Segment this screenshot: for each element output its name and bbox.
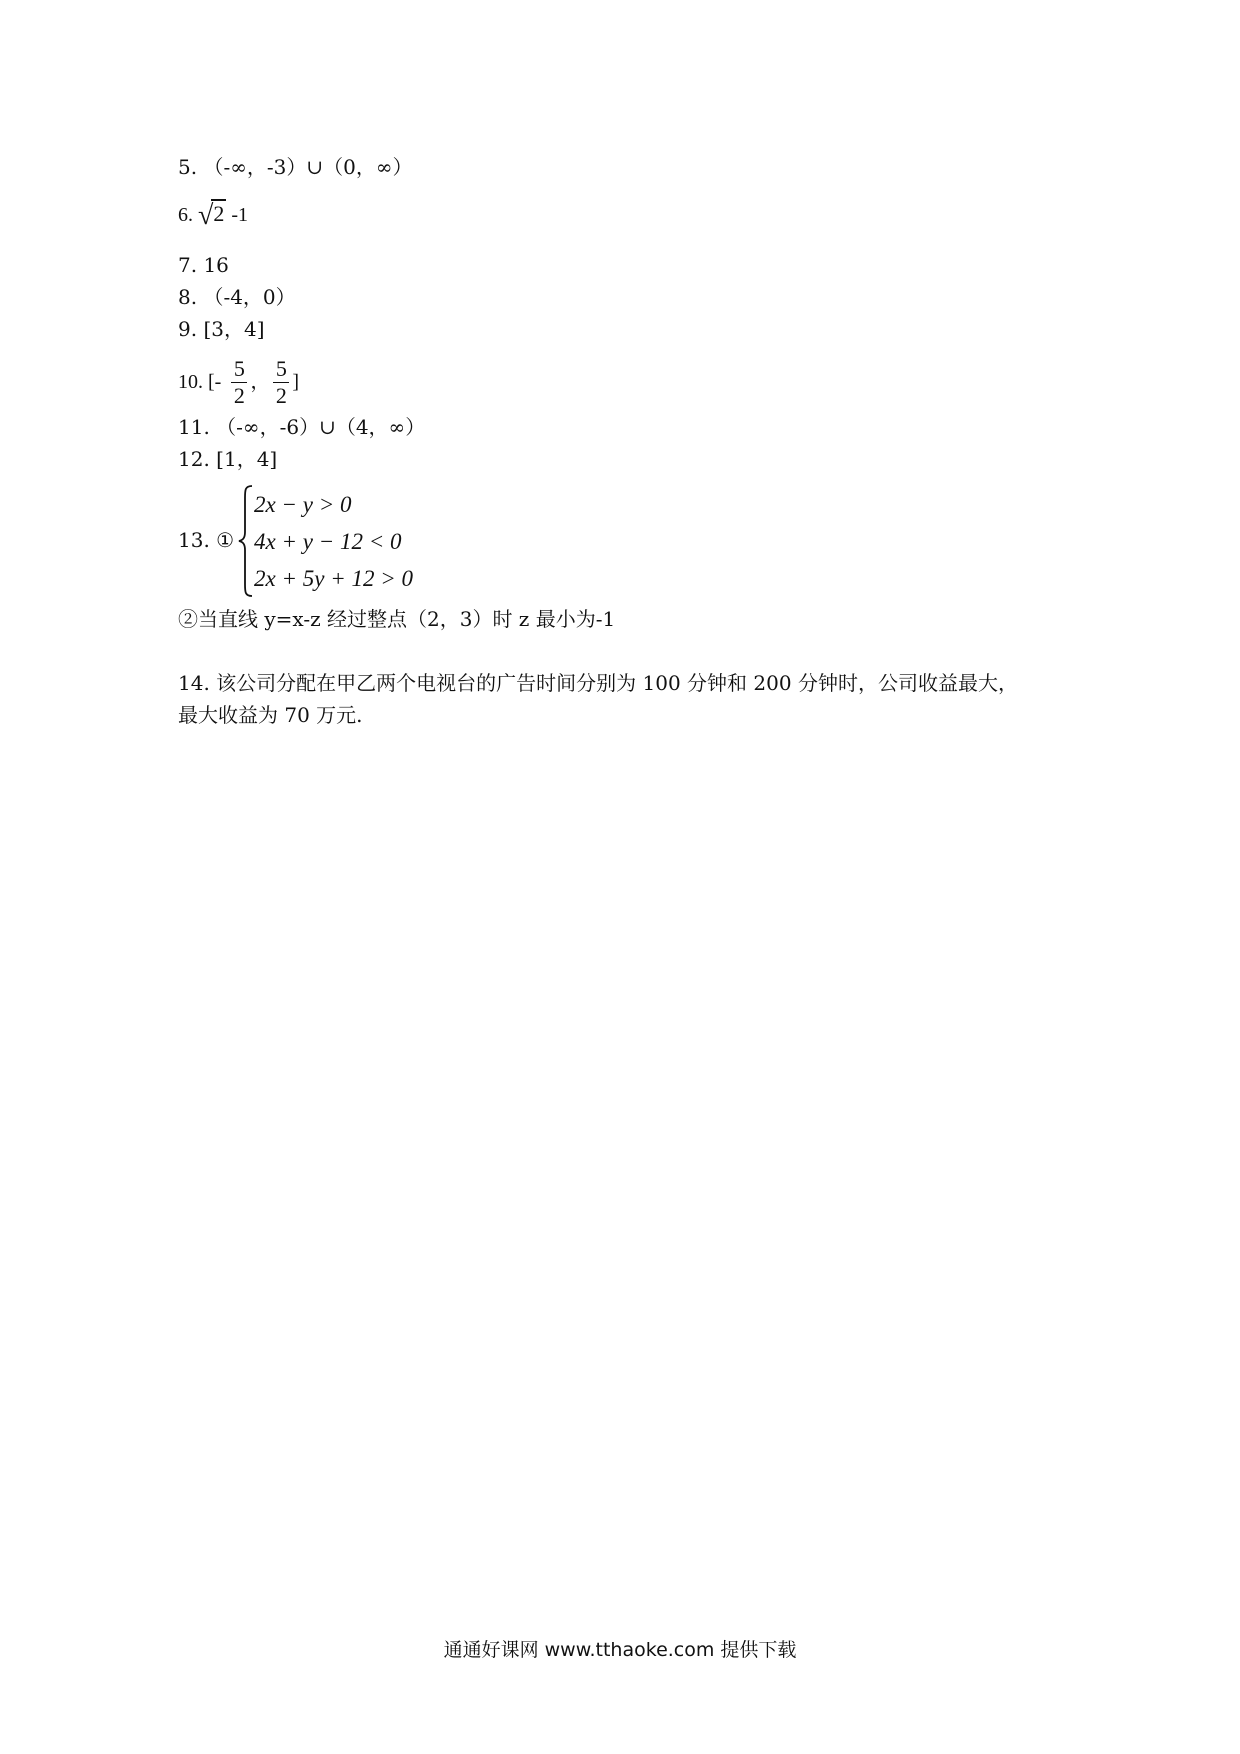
fraction-1 (231, 356, 247, 409)
sqrt-expression (198, 200, 226, 231)
answer-10-label: 10. [- (178, 371, 222, 393)
sqrt-radicand: 2 (213, 201, 225, 226)
answer-6-label: 6. (178, 204, 193, 226)
answer-14-line-1: 14. 该公司分配在甲乙两个电视台的广告时间分别为 100 分钟和 200 分钟时，公司收益最大， (178, 671, 1018, 695)
answer-12: 12. [1，4] (178, 447, 278, 471)
answer-8: 8. （-4，0） (178, 285, 296, 309)
left-brace (236, 484, 256, 598)
fraction-2-denominator: 2 (275, 382, 287, 408)
fraction-1-denominator: 2 (233, 382, 245, 408)
fraction-1-numerator: 5 (233, 355, 245, 381)
fraction-2 (273, 356, 289, 409)
radical-sign: √ (198, 200, 214, 231)
inequality-list (254, 486, 413, 597)
footer-credit: 通通好课网 www.tthaoke.com 提供下载 (443, 1639, 797, 1661)
answer-13-label: 13. ① (178, 528, 235, 552)
inequality-1: 2x − y > 0 (254, 492, 352, 517)
answer-13-part-2: ②当直线 y=x-z 经过整点（2，3）时 z 最小为-1 (178, 607, 616, 631)
fraction-2-numerator: 5 (275, 355, 287, 381)
answer-11: 11. （-∞，-6）∪（4，∞） (178, 415, 426, 439)
answer-10-suffix: ] (292, 371, 299, 393)
answer-7: 7. 16 (178, 253, 229, 277)
answer-14-line-2: 最大收益为 70 万元. (178, 703, 363, 727)
answer-5: 5. （-∞，-3）∪（0，∞） (178, 155, 413, 179)
inequality-3: 2x + 5y + 12 > 0 (254, 566, 413, 591)
inequality-2: 4x + y − 12 < 0 (254, 529, 402, 554)
answer-6-suffix: -1 (231, 204, 249, 226)
answer-10 (178, 354, 299, 410)
answer-6 (178, 200, 249, 231)
answer-9: 9. [3，4] (178, 317, 265, 341)
answer-10-separator: ， (250, 371, 271, 393)
